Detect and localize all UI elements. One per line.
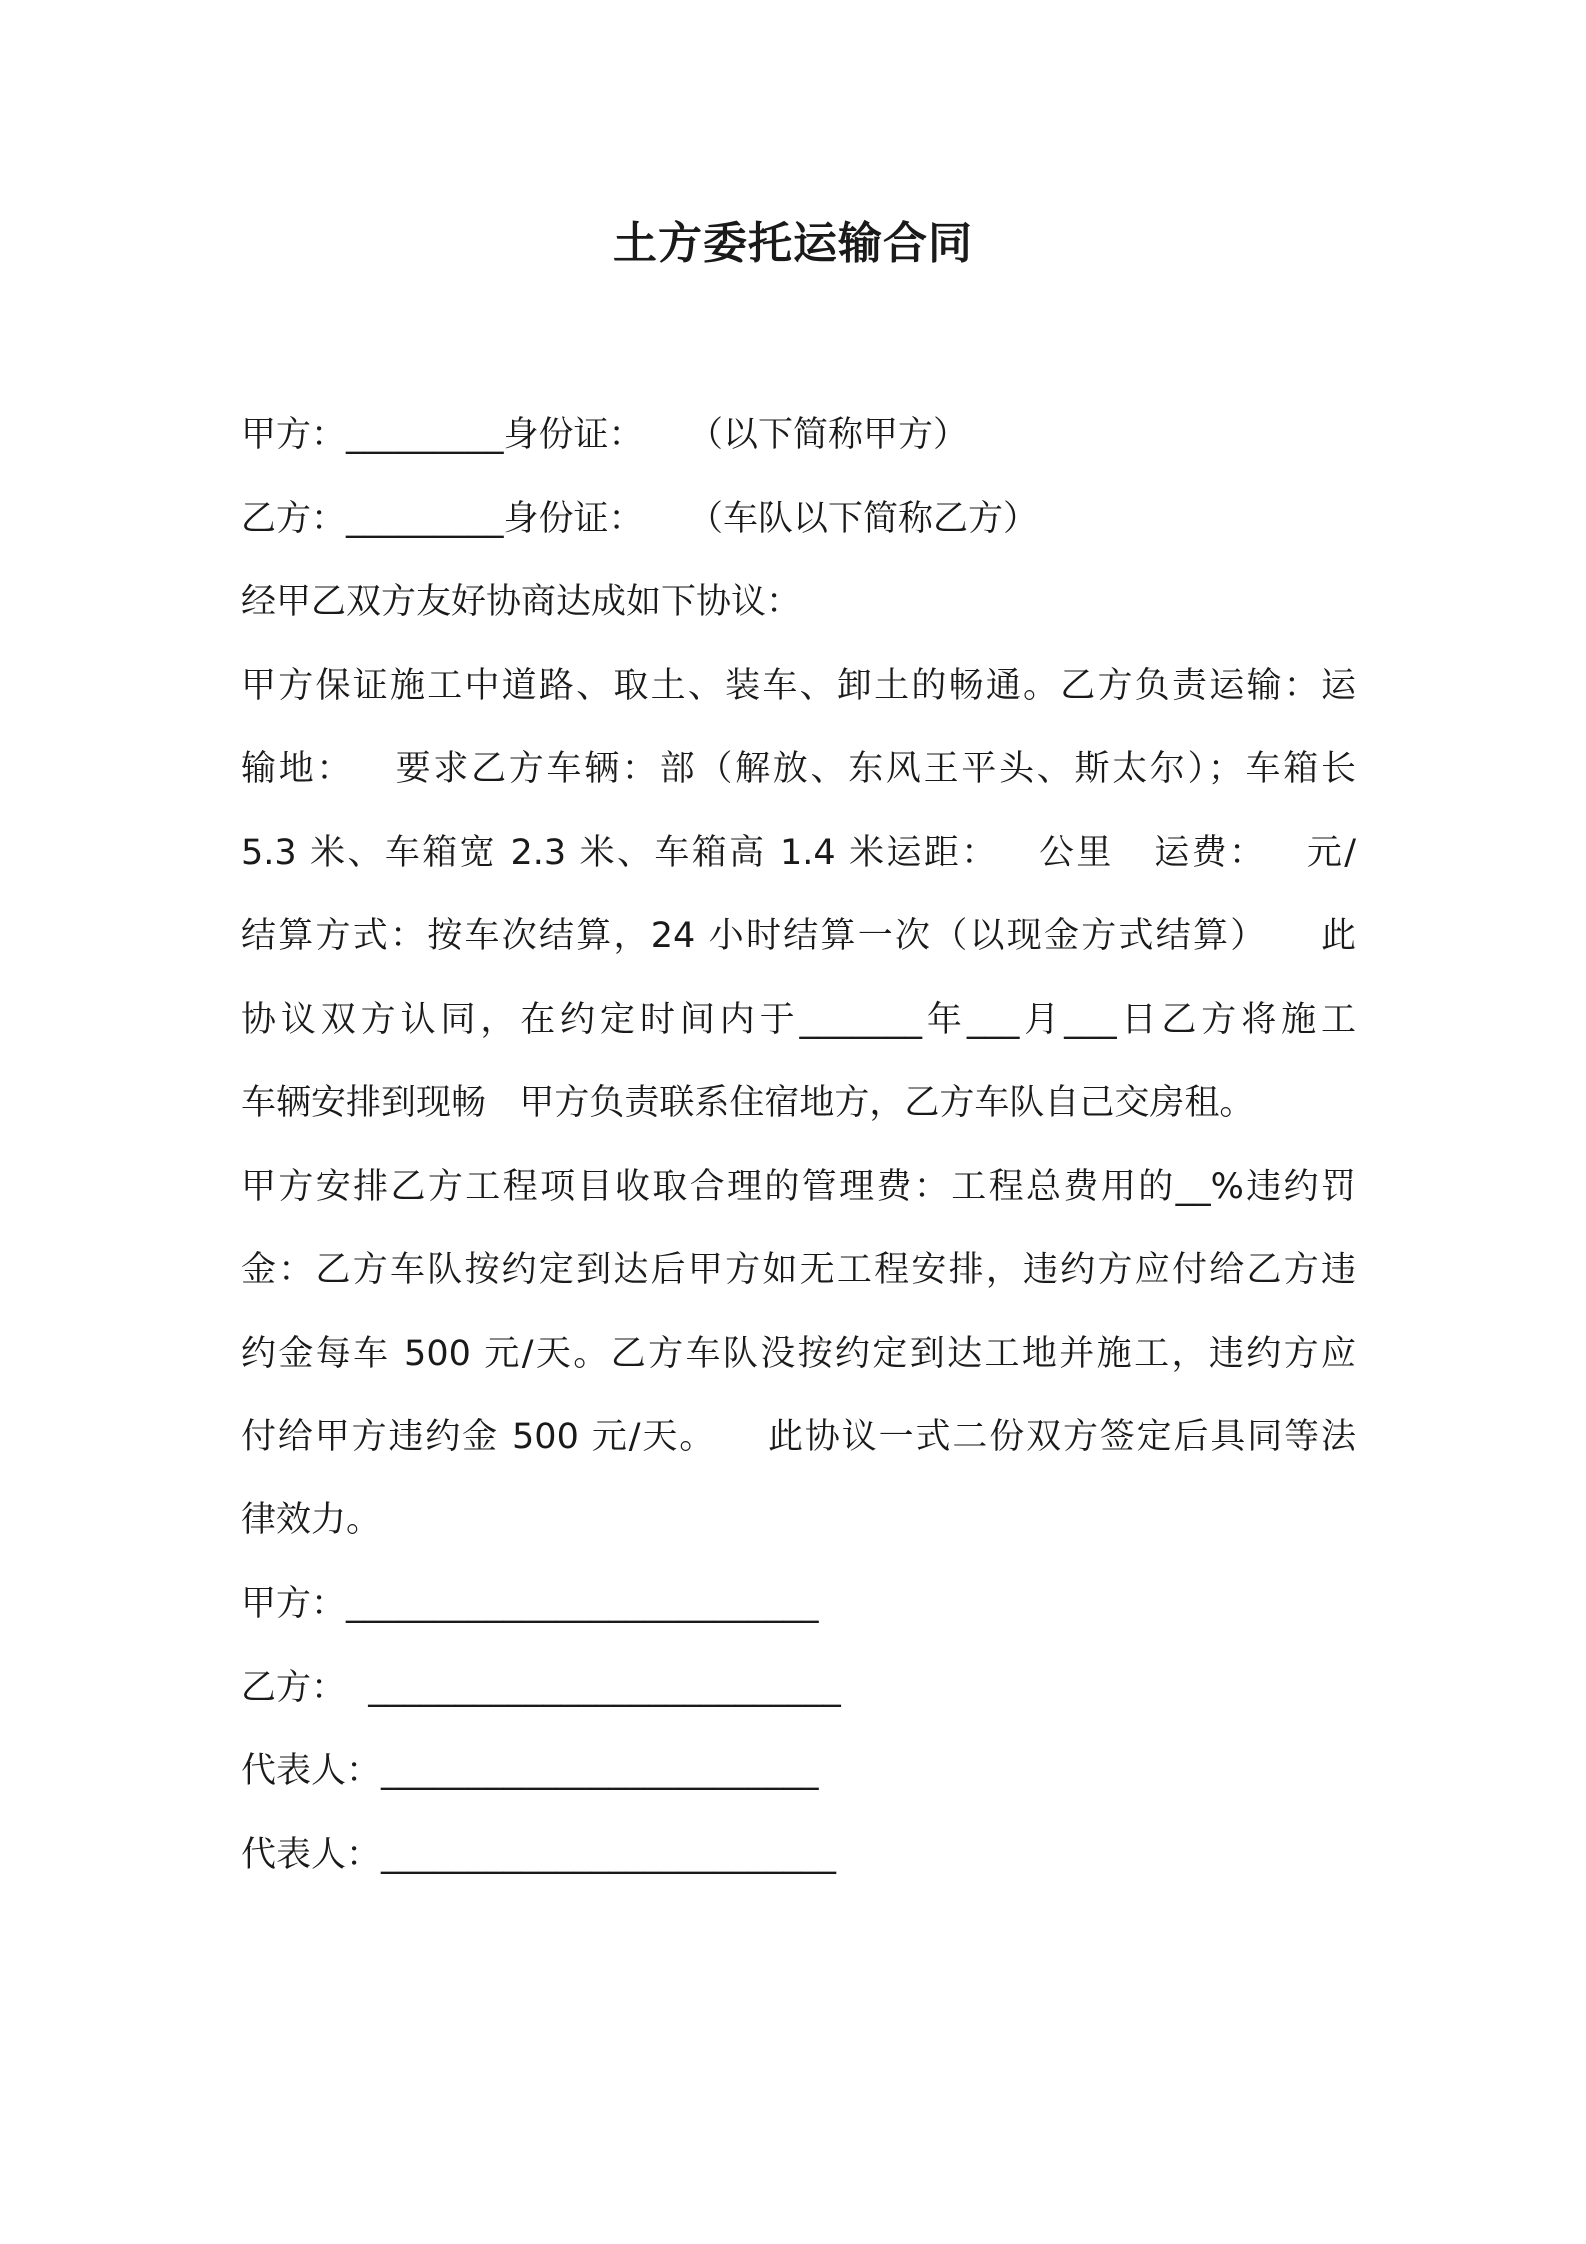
body-line: 协议双方认同，在约定时间内于_______年___月___日乙方将施工 (241, 1000, 1356, 1040)
body-line: 车辆安排到现畅 甲方负责联系住宿地方，乙方车队自己交房租。 (241, 1083, 1255, 1123)
body-line: 金：乙方车队按约定到达后甲方如无工程安排，违约方应付给乙方违 (241, 1250, 1356, 1290)
party-b-line: 乙方：_________身份证： （车队以下简称乙方） (241, 499, 1039, 539)
body-line: 甲方保证施工中道路、取土、装车、卸土的畅通。乙方负责运输：运 (241, 666, 1356, 706)
signature-party-b: 乙方： ___________________________ (241, 1668, 841, 1708)
body-line: 付给甲方违约金 500 元/天。 此协议一式二份双方签定后具同等法 (241, 1417, 1356, 1457)
signature-representative: 代表人：__________________________ (241, 1835, 837, 1875)
body-line: 甲方安排乙方工程项目收取合理的管理费：工程总费用的__%违约罚 (241, 1167, 1356, 1207)
body-line: 律效力。 (241, 1500, 382, 1540)
body-line: 5.3 米、车箱宽 2.3 米、车箱高 1.4 米运距： 公里 运费： 元/ (241, 833, 1356, 873)
party-a-line: 甲方：_________身份证： （以下简称甲方） (241, 415, 969, 455)
signature-party-a: 甲方：___________________________ (241, 1584, 819, 1624)
signature-representative: 代表人：_________________________ (241, 1751, 819, 1791)
body-line: 输地： 要求乙方车辆：部（解放、东风王平头、斯太尔）；车箱长 (241, 749, 1356, 789)
body-line: 结算方式：按车次结算，24 小时结算一次（以现金方式结算） 此 (241, 916, 1356, 956)
document-title: 土方委托运输合同 (613, 218, 973, 269)
body-line: 约金每车 500 元/天。乙方车队没按约定到达工地并施工，违约方应 (241, 1334, 1356, 1374)
intro-line: 经甲乙双方友好协商达成如下协议： (241, 582, 802, 622)
